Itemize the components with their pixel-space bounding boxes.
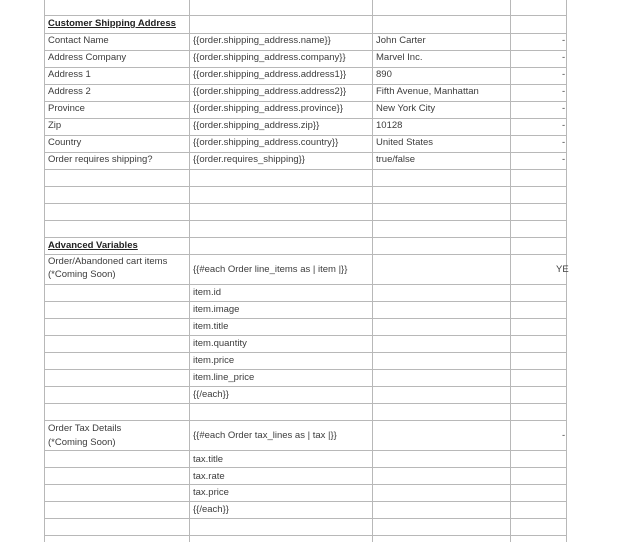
cart-value-right: YE xyxy=(556,264,569,275)
cart-each-var: {{#each Order line_items as | item |}} xyxy=(193,264,348,275)
shipping-mark-company: - xyxy=(562,52,566,63)
cart-item-title: item.title xyxy=(193,321,229,332)
shipping-mark-address2: - xyxy=(562,86,566,97)
shipping-label-country: Country xyxy=(48,137,82,148)
tax-item-price: tax.price xyxy=(193,487,229,498)
tax-mark: - xyxy=(562,430,566,441)
cart-item-quantity: item.quantity xyxy=(193,338,247,349)
shipping-label-company: Address Company xyxy=(48,52,127,63)
tax-item-rate: tax.rate xyxy=(193,471,225,482)
shipping-label-name: Contact Name xyxy=(48,35,109,46)
cart-label-line1: Order/Abandoned cart items xyxy=(48,256,168,267)
shipping-value-country: United States xyxy=(376,137,434,148)
tax-label-line1: Order Tax Details xyxy=(48,423,122,434)
tax-label-line2: (*Coming Soon) xyxy=(48,437,116,448)
shipping-heading: Customer Shipping Address xyxy=(48,18,176,29)
shipping-label-requires: Order requires shipping? xyxy=(48,154,153,165)
shipping-var-requires: {{order.requires_shipping}} xyxy=(193,154,305,165)
cart-each-end: {{/each}} xyxy=(193,389,229,400)
shipping-var-address2: {{order.shipping_address.address2}} xyxy=(193,86,347,97)
shipping-label-province: Province xyxy=(48,103,85,114)
shipping-var-province: {{order.shipping_address.province}} xyxy=(193,103,344,114)
cart-item-id: item.id xyxy=(193,287,221,298)
shipping-var-address1: {{order.shipping_address.address1}} xyxy=(193,69,347,80)
shipping-value-address1: 890 xyxy=(376,69,392,80)
shipping-value-address2: Fifth Avenue, Manhattan xyxy=(376,86,479,97)
shipping-var-country: {{order.shipping_address.country}} xyxy=(193,137,339,148)
shipping-mark-country: - xyxy=(562,137,566,148)
shipping-mark-zip: - xyxy=(562,120,566,131)
shipping-mark-requires: - xyxy=(562,154,566,165)
shipping-value-zip: 10128 xyxy=(376,120,403,131)
advanced-heading: Advanced Variables xyxy=(48,240,138,251)
tax-each-end: {{/each}} xyxy=(193,504,229,515)
cart-item-price: item.price xyxy=(193,355,235,366)
tax-each-var: {{#each Order tax_lines as | tax |}} xyxy=(193,430,337,441)
shipping-var-company: {{order.shipping_address.company}} xyxy=(193,52,346,63)
shipping-value-name: John Carter xyxy=(376,35,426,46)
cart-label-line2: (*Coming Soon) xyxy=(48,269,116,280)
shipping-label-address1: Address 1 xyxy=(48,69,91,80)
shipping-label-address2: Address 2 xyxy=(48,86,91,97)
tax-item-title: tax.title xyxy=(193,454,224,465)
shipping-value-company: Marvel Inc. xyxy=(376,52,423,63)
shipping-mark-province: - xyxy=(562,103,566,114)
shipping-var-zip: {{order.shipping_address.zip}} xyxy=(193,120,320,131)
shipping-mark-name: - xyxy=(562,35,566,46)
cart-item-image: item.image xyxy=(193,304,240,315)
shipping-value-province: New York City xyxy=(376,103,436,114)
cart-item-line-price: item.line_price xyxy=(193,372,255,383)
shipping-label-zip: Zip xyxy=(48,120,62,131)
shipping-var-name: {{order.shipping_address.name}} xyxy=(193,35,331,46)
shipping-value-requires: true/false xyxy=(376,154,416,165)
shipping-mark-address1: - xyxy=(562,69,566,80)
